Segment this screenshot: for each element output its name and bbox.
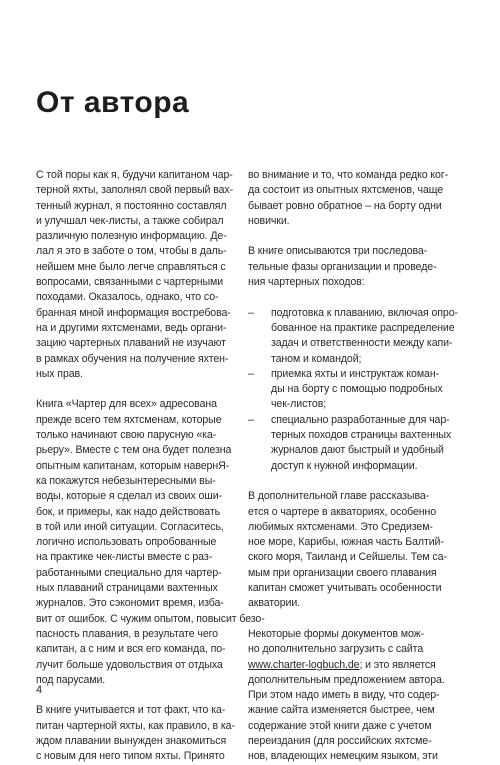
text-line: ных прав.: [36, 367, 83, 380]
text-line: [248, 336, 452, 351]
text-line: бранная мной информация востребова-: [36, 306, 231, 319]
text-line: зацию чартерных плаваний не изучают: [36, 337, 226, 350]
text-line: на практике чек-листы вместе с раз-: [36, 551, 213, 564]
text-line: бок, и примеры, как надо действовать: [36, 505, 221, 518]
text-line: ных плаваний страницами вахтенных: [36, 582, 218, 595]
text-line: [248, 658, 452, 673]
text-line: рьеру». Вместе с тем она будет полезна: [36, 444, 232, 457]
line-text: бывает ровно обратное – на борту одни: [248, 199, 442, 212]
text-fragment: ; и это является: [359, 658, 436, 671]
line-text: журналов дают быстрый и удобный: [271, 444, 444, 457]
text-line: [248, 382, 452, 397]
text-line: ждом плавании вынужден знакомиться: [36, 734, 227, 747]
line-text: ского моря, Таиланд и Сейшелы. Тем са-: [248, 551, 447, 564]
text-line: [248, 566, 452, 581]
list-item-line: [248, 306, 458, 321]
text-line: [248, 443, 452, 458]
line-text: В дополнительной главе рассказыва-: [248, 490, 430, 503]
line-text: во внимание и то, что команда редко ког-: [248, 169, 449, 181]
text-line: [248, 703, 452, 718]
line-text: акватории.: [248, 597, 300, 610]
line-text: содержание этой книги даже с учетом: [248, 719, 432, 732]
paragraph-gap: [248, 612, 452, 627]
text-line: терной яхты, заполнял свой первый вах-: [36, 184, 234, 197]
line-text: При этом надо иметь в виду, что содер-: [248, 689, 440, 702]
text-line: [248, 719, 452, 734]
text-line: [248, 428, 452, 443]
line-text: да состоит из опытных яхтсменов, чаще: [248, 184, 444, 197]
text-line: ка покажутся небезынтересными вы-: [36, 474, 216, 487]
text-line: [248, 520, 452, 535]
line-text: тельные фазы организации и проведе-: [248, 260, 437, 273]
text-line: [248, 168, 452, 183]
text-line: [248, 321, 455, 336]
text-line: лучит больше удовольствия от отдыха: [36, 658, 223, 671]
line-text: терных походов страницы вахтенных: [271, 429, 452, 442]
list-dash: –: [248, 413, 254, 426]
text-line: [248, 199, 452, 214]
text-line: работанными специально для чартер-: [36, 566, 222, 579]
text-line: логично использовать опробованные: [36, 536, 217, 549]
text-line: под парусами.: [36, 673, 106, 686]
text-line: [248, 734, 452, 749]
text-line: [248, 627, 452, 642]
line-text: ется о чартере в акваториях, особенно: [248, 505, 437, 518]
text-line: [248, 749, 452, 764]
line-text: доступ к нужной информации.: [271, 459, 418, 472]
page-number: 4: [36, 684, 43, 696]
text-line: С той поры как я, будучи капитаном чар-: [36, 169, 233, 181]
paragraph-gap: [248, 229, 452, 244]
text-line: лал я это в заботе о том, чтобы в даль-: [36, 245, 227, 258]
list-dash: –: [248, 306, 254, 319]
line-text: переиздания (для российских яхтсме-: [248, 734, 432, 747]
line-text: чек-листов;: [271, 398, 327, 411]
line-text: нов, владеющих немецким языком, эти: [248, 750, 438, 763]
line-text: В книге описываются три последова-: [248, 245, 428, 258]
text-line: [248, 214, 452, 229]
line-text: капитан сможет учитывать особенности: [248, 582, 442, 595]
text-line: [248, 459, 452, 474]
line-text: таном и командой;: [271, 352, 362, 365]
line-text: специально разработанные для чар-: [271, 413, 450, 426]
text-line: [248, 581, 452, 596]
text-line: вопросами, связанными с чартерными: [36, 276, 224, 289]
page-title: От автора: [36, 86, 190, 119]
text-line: [248, 183, 452, 198]
text-line: только начинают свою парусную «ка-: [36, 429, 217, 442]
text-line: прежде всего тем яхтсменам, которые: [36, 413, 222, 426]
list-item-line: [248, 413, 452, 428]
text-line: питан чартерной яхты, как правило, в ка-: [36, 719, 235, 732]
paragraph-gap: [248, 474, 452, 489]
text-line: [248, 352, 452, 367]
line-text: ды на борту с помощью подробных: [271, 383, 443, 396]
text-line: на и другими яхтсменами, ведь органи-: [36, 321, 227, 334]
paragraph-gap: [248, 290, 452, 305]
line-text: подготовка к плаванию, включая опро-: [271, 306, 458, 319]
text-line: [248, 596, 452, 611]
website-link[interactable]: www.charter-logbuch.de: [248, 658, 360, 671]
text-line: и улучшал чек-листы, а также собирал: [36, 214, 224, 227]
line-text: приемка яхты и инструктаж коман-: [271, 367, 440, 380]
text-line: [248, 505, 452, 520]
text-line: воды, которые я сделал из своих оши-: [36, 490, 222, 503]
line-text: мым при организации своего плавания: [248, 566, 437, 579]
line-text: но дополнительно загрузить с сайта: [248, 643, 424, 656]
line-text: ное море, Карибы, южная часть Балтий-: [248, 536, 444, 549]
text-line: с новым для него типом яхты. Принято: [36, 750, 225, 763]
line-text: бованное на практике распределение: [271, 321, 455, 334]
right-text-column: [248, 168, 458, 765]
text-line: [248, 642, 452, 657]
line-text: ния чартерных походов:: [248, 276, 365, 289]
text-line: [248, 275, 452, 290]
text-line: в рамках обучения на получение яхтен-: [36, 352, 229, 365]
text-line: В книге учитывается и тот факт, что ка-: [36, 704, 226, 717]
line-text: любимых яхтсменами. Это Средизем-: [248, 520, 433, 533]
line-text: Некоторые формы документов мож-: [248, 627, 425, 640]
text-line: Книга «Чартер для всех» адресована: [36, 398, 217, 411]
text-line: походами. Оказалось, однако, что со-: [36, 291, 219, 304]
text-line: капитан, а с ним и вся его команда, по-: [36, 643, 226, 656]
line-text: задач и ответственности между капи-: [271, 337, 453, 350]
text-line: нейшем мне было легче справляться с: [36, 260, 226, 273]
text-line: вит от ошибок. С чужим опытом, повысит безо-: [36, 612, 265, 625]
text-line: пасность плавания, в результате чего: [36, 627, 218, 640]
line-text: новички.: [248, 214, 290, 227]
left-text-column: [36, 168, 265, 765]
text-line: [248, 397, 452, 412]
text-line: [248, 550, 452, 565]
paragraph-gap: [36, 688, 240, 703]
text-line: [248, 489, 452, 504]
line-text: жание сайта изменяется быстрее, чем: [248, 704, 435, 717]
paragraph-gap: [36, 382, 240, 397]
text-line: различную полезную информацию. Де-: [36, 230, 227, 243]
text-line: тенный журнал, я постоянно составлял: [36, 199, 227, 212]
list-dash: –: [248, 367, 254, 380]
text-line: [248, 673, 452, 688]
text-line: [248, 244, 452, 259]
text-line: [248, 260, 452, 275]
text-line: [248, 535, 452, 550]
line-text: дополнительным предложением автора.: [248, 673, 445, 686]
list-item-line: [248, 367, 452, 382]
text-line: [248, 688, 452, 703]
text-line: в той или иной ситуации. Согласитесь,: [36, 520, 224, 533]
text-line: опытным капитанам, которым навернЯ-: [36, 459, 230, 472]
text-line: журналов. Это сэкономит время, изба-: [36, 597, 224, 610]
